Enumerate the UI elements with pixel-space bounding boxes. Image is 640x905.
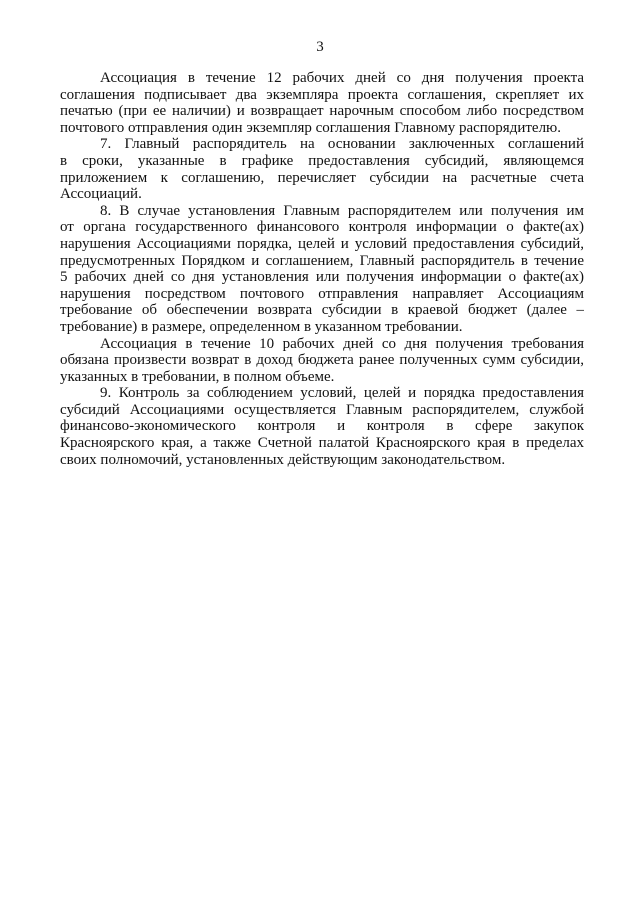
paragraph-association-agreement (60, 70, 584, 136)
text-line: указанных в требовании, в полном объеме. (60, 368, 335, 385)
paragraph-7 (60, 136, 584, 202)
text-line: 9. Контроль за соблюдением условий, целей и порядка предоставления (100, 385, 584, 402)
text-line: своих полномочий, установленных действующим законодательством. (60, 451, 506, 468)
text-line: печатью (при ее наличии) и возвращает нарочным способом либо посредством (60, 103, 584, 120)
text-line: предусмотренных Порядком и соглашением, Главный распорядитель в течение (60, 252, 584, 269)
text-line: требование) в размере, определенном в указанном требовании. (60, 318, 463, 335)
text-line: от органа государственного финансового контроля информации о факте(ах) (60, 219, 584, 236)
text-line: обязана произвести возврат в доход бюджета ранее полученных сумм субсидии, (60, 352, 584, 369)
text-line: субсидий Ассоциациями осуществляется Главным распорядителем, службой (60, 401, 584, 418)
paragraph-association-refund (60, 336, 584, 386)
text-line: требование об обеспечении возврата субсидии в краевой бюджет (далее – (60, 302, 584, 319)
text-line: финансово-экономического контроля и контроля в сфере закупок (60, 418, 584, 435)
text-line: соглашения подписывает два экземпляра проекта соглашения, скрепляет их (60, 86, 584, 103)
text-line: в сроки, указанные в графике предоставления субсидий, являющемся (60, 152, 584, 169)
document-body (60, 70, 584, 468)
paragraph-8 (60, 203, 584, 336)
text-line: Ассоциация в течение 12 рабочих дней со дня получения проекта (100, 70, 584, 86)
text-line: 5 рабочих дней со дня установления или получения информации о факте(ах) (60, 269, 584, 286)
paragraph-9 (60, 385, 584, 468)
text-line: Ассоциация в течение 10 рабочих дней со дня получения требования (100, 335, 584, 352)
text-line: почтового отправления один экземпляр соглашения Главному распорядителю. (60, 119, 562, 136)
text-line: Ассоциаций. (60, 186, 142, 203)
text-line: Красноярского края, а также Счетной палатой Красноярского края в пределах (60, 435, 584, 452)
text-line: 8. В случае установления Главным распорядителем или получения им (100, 202, 584, 219)
text-line: нарушения Ассоциациями порядка, целей и условий предоставления субсидий, (60, 235, 584, 252)
text-line: приложением к соглашению, перечисляет субсидии на расчетные счета (60, 169, 584, 186)
text-line: нарушения посредством почтового отправления направляет Ассоциациям (60, 285, 584, 302)
text-line: 7. Главный распорядитель на основании заключенных соглашений (100, 136, 584, 153)
page-number: 3 (316, 39, 324, 55)
